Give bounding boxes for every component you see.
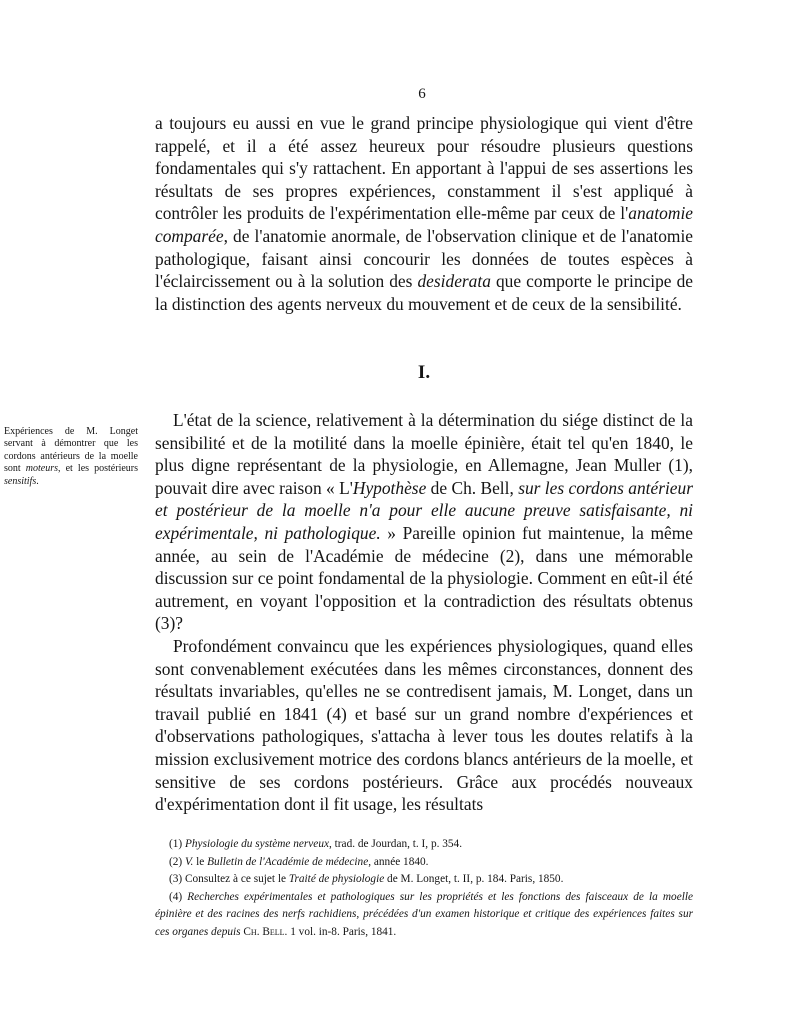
footnote-1-mark: (1) xyxy=(169,838,185,850)
footnote-2-v: V. xyxy=(185,855,194,868)
para1-text-c: que comporte le principe de la distinction des agents nerveux du mouvement et de ceux de la sensibilité. xyxy=(155,271,693,314)
page-number: 6 xyxy=(418,86,426,102)
footnote-3-title: Traité de physiologie xyxy=(288,873,385,886)
para1-text-b: , de l'anatomie anormale, de l'observation clinique et de l'anatomie pathologique, faisant ainsi concourir les données de toutes espèces à l'éclaircissement ou à la solution des xyxy=(155,225,693,292)
para3-text: Profondément convaincu que les expériences physiologiques, quand elles sont convenablement exécutées dans les mêmes circonstances, donnent des résultats invariables, qu'elles ne se contredisent jamais, M. Longet, dans un travail publié en 1841 (4) et basé sur un grand nombre d'expériences et d'observations pathologiques, s'attacha à lever tous les doutes relatifs à la mission exclusivement motrice des cordons blancs antérieurs de la moelle, et sensitive de ses cordons postérieurs. Grâce aux procédés nouveaux d'expérimentation dont il fit usage, les résultats xyxy=(155,635,693,815)
footnote-1-title: Physiologie du système nerveux xyxy=(185,838,329,850)
margin-note xyxy=(4,426,138,488)
section-heading: I. xyxy=(417,362,431,383)
footnote-2-rest: , année 1840. xyxy=(368,855,429,868)
footnote-4 xyxy=(155,889,693,942)
body-paragraph-1 xyxy=(155,112,693,315)
footnote-2-mark: (2) xyxy=(169,855,185,868)
para1-italic-anatomie: anatomie comparée xyxy=(155,203,693,246)
para2-text-c: » Pareille opinion fut maintenue, la même année, au sein de l'Académie de médecine (2), dans une mémorable discussion sur ce point fondamental de la physiologie. Comment en eût-il été autrement, en voyant l'opposition et la contradiction des résultats obtenus (3)? xyxy=(155,522,693,634)
margin-note-italic-moteurs: moteurs xyxy=(25,463,59,475)
footnote-3-pre: Consultez à ce sujet le xyxy=(185,873,289,886)
para1-italic-desiderata: desiderata xyxy=(417,271,491,292)
footnote-4-title: Recherches expérimentales et pathologiques sur les propriétés et les fonctions des faisceaux de la moelle épinière et des racines des nerfs rachidiens, précédées d'un examen historique et critique des expériences faites sur ces organes depuis xyxy=(155,890,693,938)
para1-text-a: a toujours eu aussi en vue le grand principe physiologique qui vient d'être rappelé, et il a été assez heureux pour résoudre plusieurs questions fondamentales qui s'y rattachent. En apportant à l'appui de ses assertions les résultats de ses propres expériences, constamment il s'est appliqué à contrôler les produits de l'expérimentation elle-même par ceux de l' xyxy=(155,113,693,224)
footnote-2 xyxy=(155,854,693,872)
para2-italic-quote: sur les cordons antérieur et postérieur de la moelle n'a pour elle aucune preuve satisfaisante, ni expérimentale, ni pathologique. xyxy=(155,477,693,543)
margin-note-text-a: Expériences de M. Longet servant à démontrer que les cordons antérieurs de la moelle sont xyxy=(4,426,138,475)
margin-note-text-b: , et les postérieurs xyxy=(58,463,139,475)
footnote-3-rest: de M. Longet, t. II, p. 184. Paris, 1850. xyxy=(384,873,564,886)
footnote-1-rest: , trad. de Jourdan, t. I, p. 354. xyxy=(329,838,463,850)
footnote-2-title: Bulletin de l'Académie de médecine xyxy=(207,855,369,868)
footnote-2-mid: le xyxy=(193,855,208,868)
para2-italic-hypothese: Hypothèse xyxy=(352,477,427,498)
footnotes xyxy=(155,836,693,942)
footnote-4-author: Ch. Bell xyxy=(243,925,285,938)
body-section-1 xyxy=(155,409,693,816)
footnote-3-mark: (3) xyxy=(169,873,185,886)
footnote-1 xyxy=(155,836,693,854)
body-paragraph-3 xyxy=(155,635,693,816)
footnote-3 xyxy=(155,871,693,889)
body-paragraph-2 xyxy=(155,409,693,635)
para2-text-b: de Ch. Bell, xyxy=(426,477,519,498)
footnote-4-rest: . 1 vol. in-8. Paris, 1841. xyxy=(284,925,397,938)
footnote-4-mark: (4) xyxy=(169,890,188,903)
para2-text-a: L'état de la science, relativement à la détermination du siége distinct de la sensibilité et de la motilité dans la moelle épinière, était tel qu'en 1840, le plus digne représentant de la physiologie, en Allemagne, Jean Muller (1), pouvait dire avec raison « L' xyxy=(155,410,693,498)
margin-note-italic-sensitifs: sensitifs xyxy=(4,475,37,487)
margin-note-text-c: . xyxy=(36,475,39,487)
